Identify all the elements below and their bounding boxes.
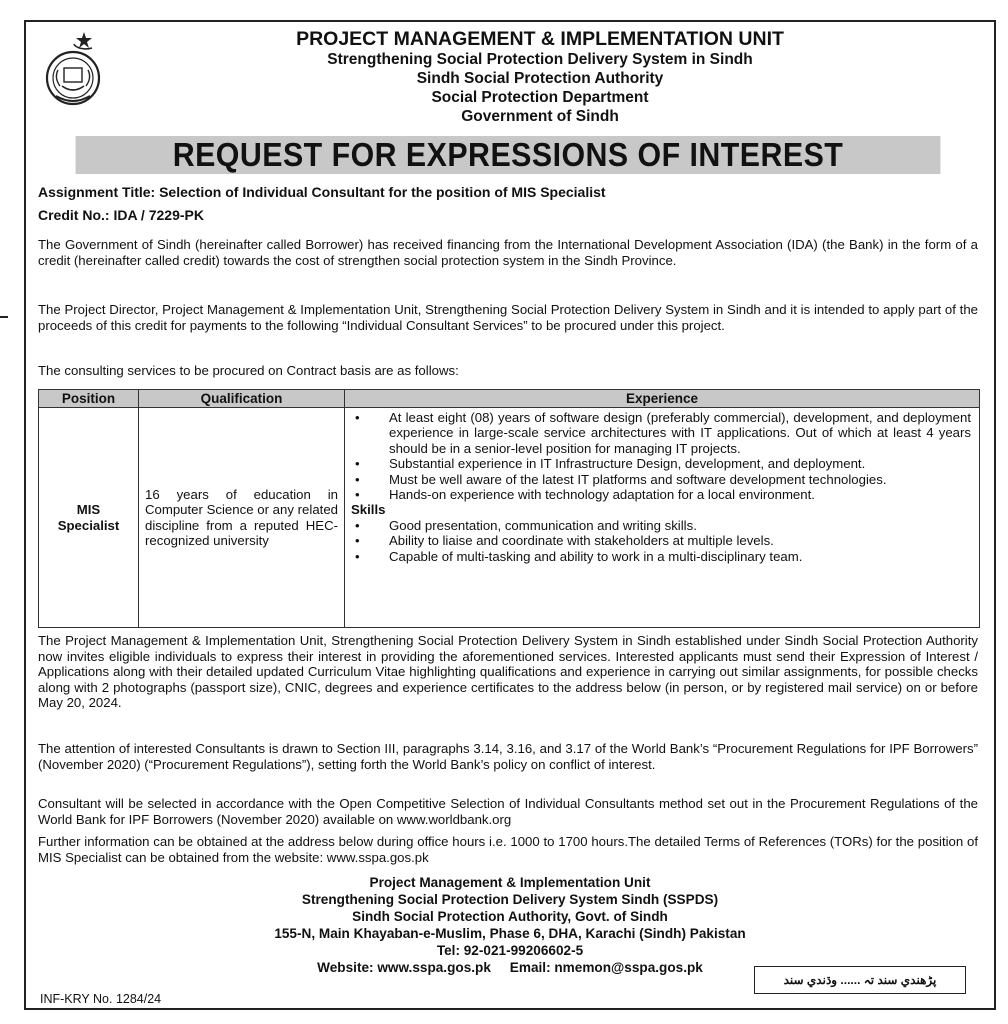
paragraph-project-director: The Project Director, Project Management & Implementation Unit, Strengthening Social Protection Delivery System in Sindh and it is intended to apply part of the proceeds of this credit for payments to the following “Individual Consultant Services” to be procured under this project. [38, 302, 978, 333]
header-position: Position [39, 390, 139, 408]
list-item [351, 487, 971, 502]
footer-address: 155-N, Main Khayaban-e-Muslim, Phase 6, DHA, Karachi (Sindh) Pakistan [274, 926, 746, 941]
position-name: MIS Specialist [57, 501, 120, 533]
bullet-icon: • [355, 517, 360, 533]
paragraph-selection-method: Consultant will be selected in accordance with the Open Competitive Selection of Individual Consultants method set out in the Procurement Regulations of the World Bank for IPF Borrowers (November 2020) available on www.worldbank.org [38, 796, 978, 827]
footer-project: Strengthening Social Protection Delivery System Sindh (SSPDS) [301, 892, 719, 907]
paragraph-conflict-of-interest: The attention of interested Consultants is drawn to Section III, paragraphs 3.14, 3.16, and 3.17 of the World Bank’s “Procurement Regulations for IPF Borrowers” (November 2020) (“Procurement Regulations”), setting forth the World Bank’s policy on conflict of interest. [38, 741, 978, 772]
list-item [351, 472, 971, 487]
header-authority: Sindh Social Protection Authority [416, 70, 664, 87]
footer-authority: Sindh Social Protection Authority, Govt. of Sindh [352, 909, 668, 924]
paragraph-financing: The Government of Sindh (hereinafter called Borrower) has received financing from the International Development Association (IDA) (the Bank) in the form of a credit (hereinafter called credit) towards the cost of strengthen social protection system in the Sindh Province. [38, 237, 978, 268]
assignment-value: Selection of Individual Consultant for the position of MIS Specialist [159, 184, 606, 200]
header-unit-title: PROJECT MANAGEMENT & IMPLEMENTATION UNIT [296, 28, 784, 50]
experience-item: Must be well aware of the latest IT platforms and software development technologies. [389, 471, 887, 487]
bullet-icon: • [355, 487, 360, 503]
experience-cell [345, 408, 980, 628]
assignment-title [38, 185, 978, 201]
paragraph-services-intro: The consulting services to be procured on Contract basis are as follows: [38, 363, 459, 378]
qualification-cell: 16 years of education in Computer Science or any related discipline from a reputed HEC-recognized university [139, 408, 345, 628]
position-cell [39, 408, 139, 628]
credit-value: IDA / 7229-PK [113, 207, 204, 223]
list-item [351, 549, 971, 564]
experience-item: At least eight (08) years of software design (preferably commercial), development, and deployment experience in large-scale service architectures with IT applications. Out of which at least 4 years should be in a senior-level position for managing IT projects. [389, 410, 971, 456]
skill-item: Capable of multi-tasking and ability to work in a multi-disciplinary team. [389, 548, 803, 564]
table-header-row [39, 390, 980, 408]
header-department: Social Protection Department [431, 89, 649, 106]
list-item [351, 410, 971, 456]
bullet-icon: • [355, 410, 360, 425]
bullet-icon: • [355, 471, 360, 487]
paragraph-invitation: The Project Management & Implementation Unit, Strengthening Social Protection Delivery System in Sindh established under Sindh Social Protection Authority now invites eligible individuals to express their interest in providing the aforementioned services. Interested applicants must send their Expression of Interest / Applications along with their detailed updated Curriculum Vitae highlighting qualifications and experience in carrying out similar assignments, for possible checks along with 2 photographs (passport size), CNIC, degrees and experience certificates to the address below (in person, or by registered mail service) on or before May 20, 2024. [38, 633, 978, 711]
skill-item: Good presentation, communication and writing skills. [389, 517, 697, 533]
list-item [351, 518, 971, 533]
margin-mark [0, 316, 8, 318]
sindh-government-seal-icon [44, 30, 102, 108]
positions-table [38, 389, 980, 628]
skills-heading: Skills [351, 502, 386, 518]
footer-telephone: Tel: 92-021-99206602-5 [436, 943, 584, 958]
page-title-banner: REQUEST FOR EXPRESSIONS OF INTEREST [76, 136, 941, 174]
list-item [351, 456, 971, 471]
reference-number: INF-KRY No. 1284/24 [40, 992, 162, 1006]
credit-label: Credit No.: [38, 207, 110, 223]
header-project-name: Strengthening Social Protection Delivery System in Sindh [327, 51, 753, 68]
urdu-slogan-box: پڑھندي سند تہ ...... وڌندي سند [754, 966, 966, 994]
paragraph-further-information: Further information can be obtained at the address below during office hours i.e. 1000 to 1700 hours.The detailed Terms of References (TORs) for the position of MIS Specialist can be obtained from the website: www.sspa.gos.pk [38, 834, 978, 865]
footer-unit: Project Management & Implementation Unit [369, 875, 651, 890]
footer-email: Email: nmemon@sspa.gos.pk [509, 960, 703, 975]
skill-item: Ability to liaise and coordinate with stakeholders at multiple levels. [389, 533, 774, 549]
table-row [39, 408, 980, 628]
experience-item: Hands-on experience with technology adaptation for a local environment. [389, 487, 815, 503]
header-government: Government of Sindh [461, 108, 619, 125]
experience-item: Substantial experience in IT Infrastructure Design, development, and deployment. [389, 456, 866, 472]
list-item [351, 533, 971, 548]
bullet-icon: • [355, 456, 360, 472]
assignment-label: Assignment Title: [38, 184, 156, 200]
footer-website: Website: www.sspa.gos.pk [317, 960, 491, 975]
header-qualification: Qualification [139, 390, 345, 408]
bullet-icon: • [355, 548, 360, 564]
bullet-icon: • [355, 533, 360, 549]
header-experience: Experience [345, 390, 980, 408]
credit-number [38, 208, 978, 224]
